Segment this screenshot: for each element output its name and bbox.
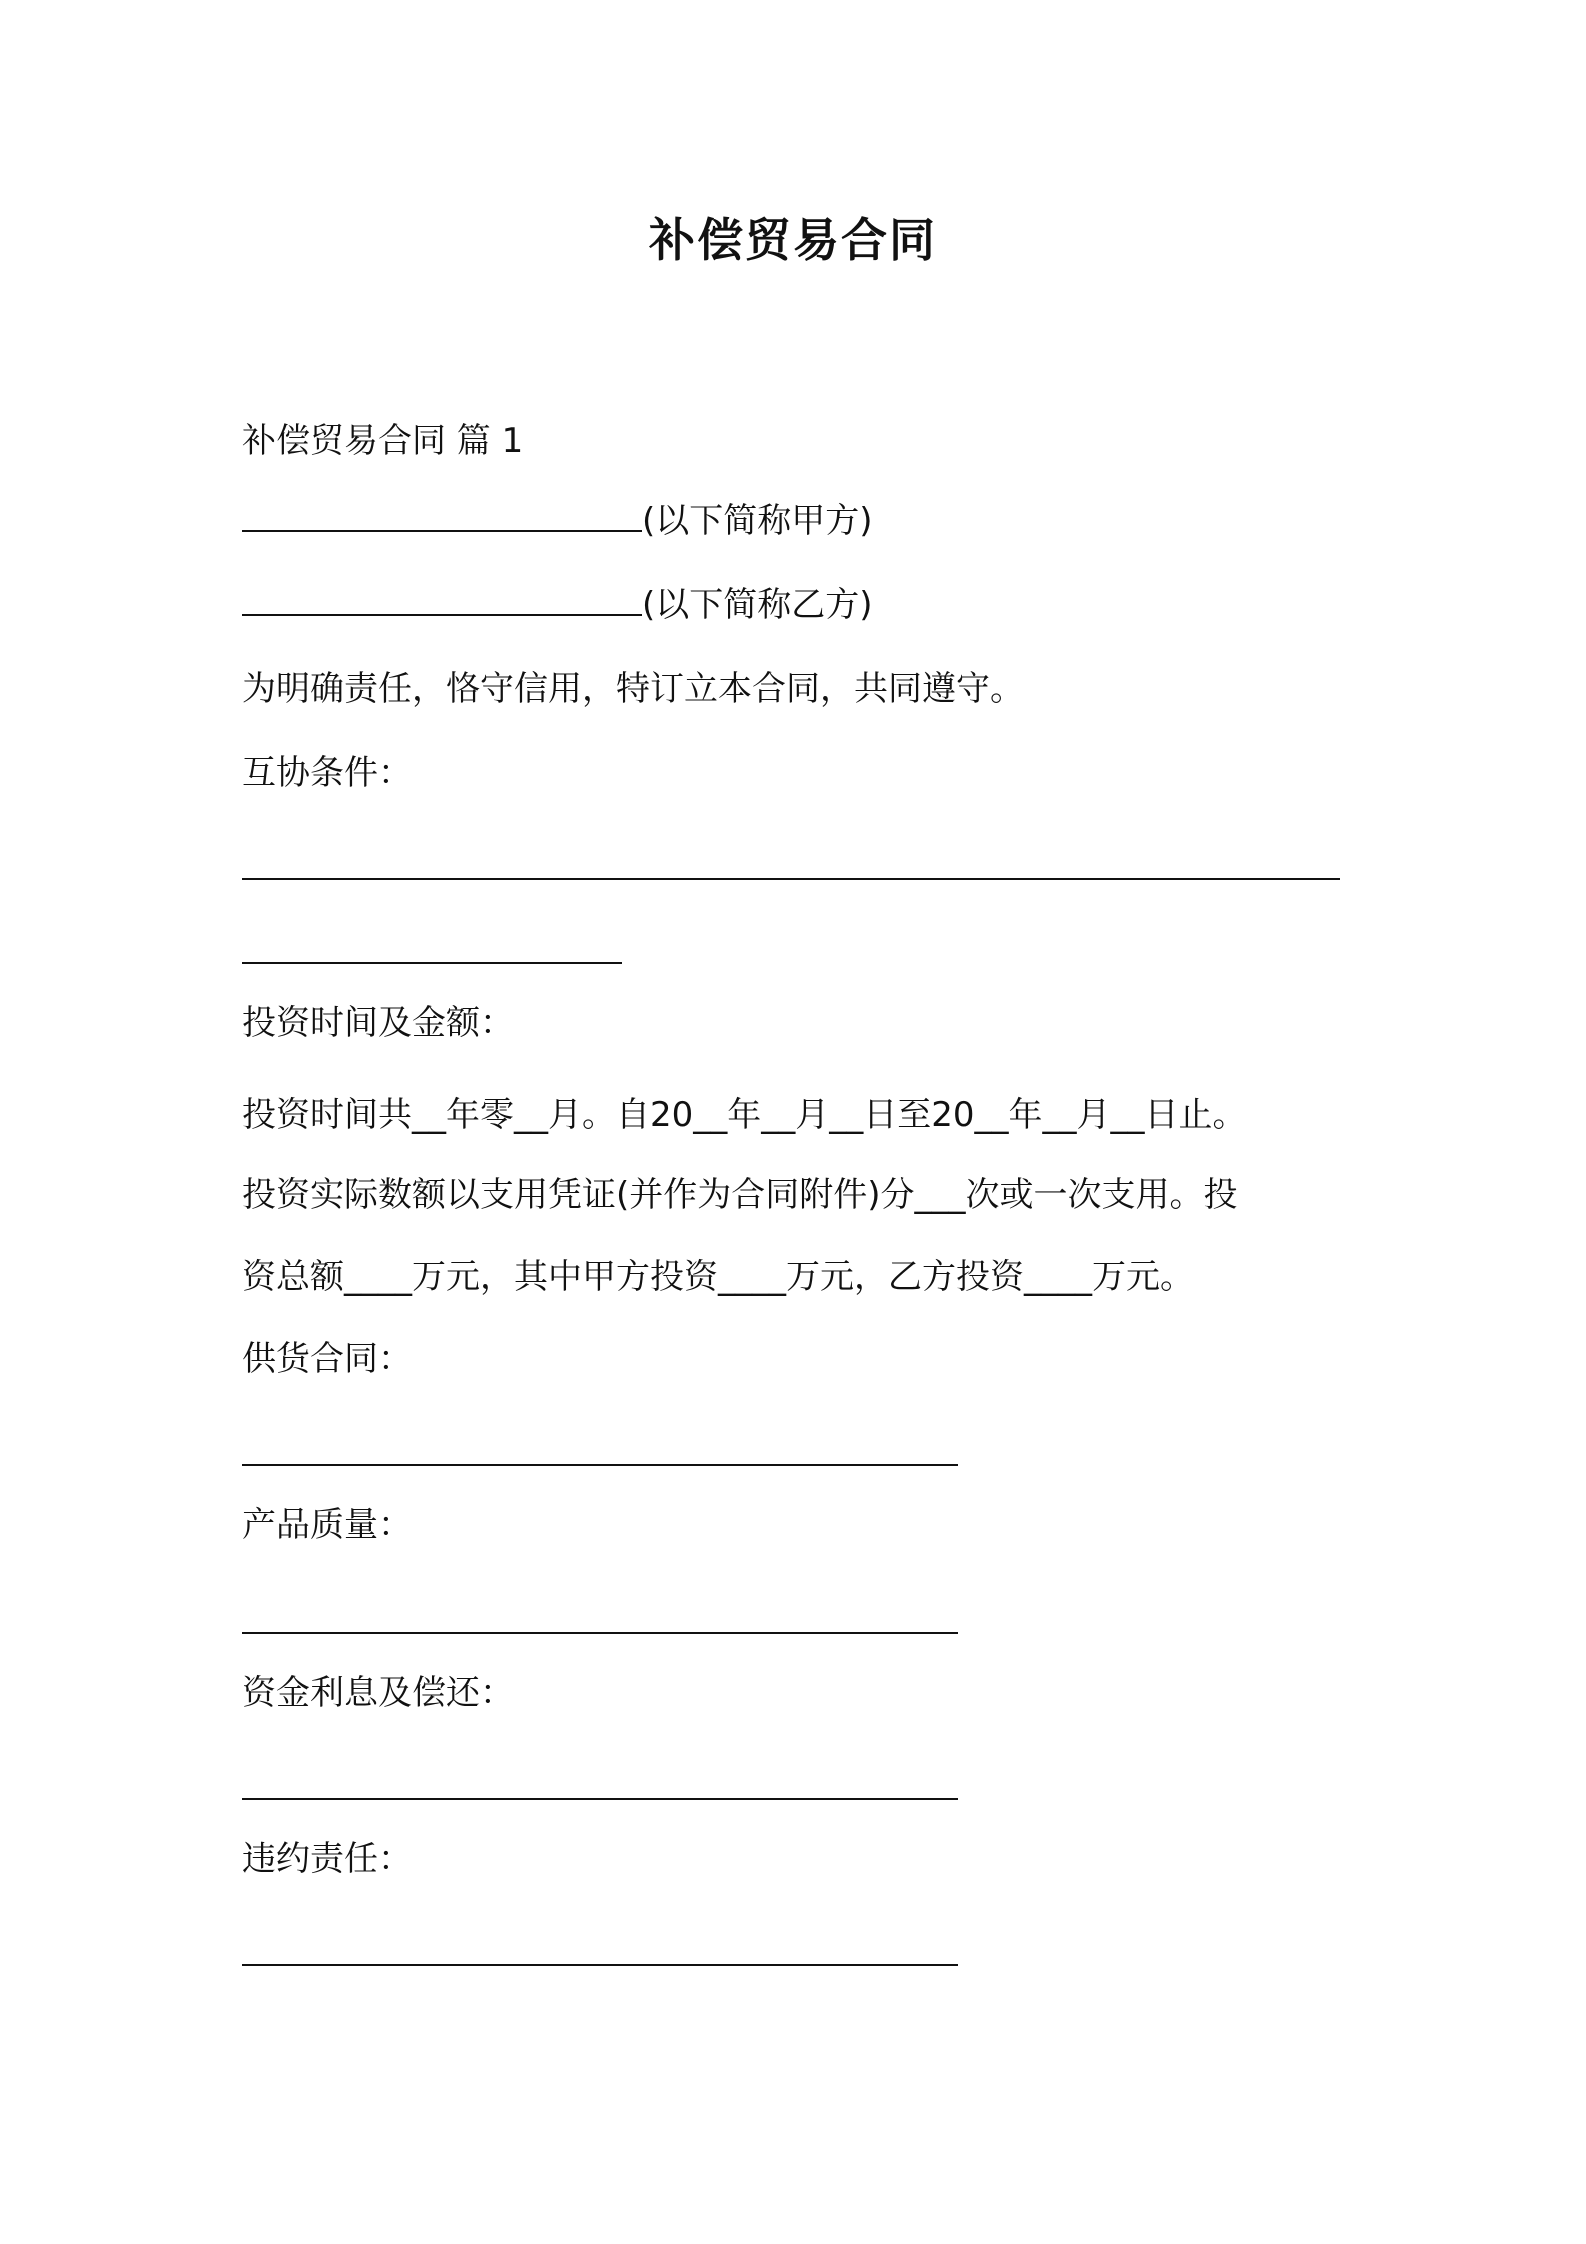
section-heading: 补偿贸易合同 篇 1 bbox=[242, 421, 524, 461]
party-b-blank[interactable] bbox=[242, 584, 642, 616]
quality-label: 产品质量： bbox=[242, 1505, 412, 1545]
preamble-text: 为明确责任，恪守信用，特订立本合同，共同遵守。 bbox=[242, 669, 1024, 709]
investment-time-line: 投资时间共__年零__月。自20__年__月__日至20__年__月__日止。 bbox=[242, 1095, 1247, 1135]
interest-blank-line[interactable] bbox=[242, 1798, 958, 1800]
supply-blank-line[interactable] bbox=[242, 1464, 958, 1466]
supply-label: 供货合同： bbox=[242, 1339, 412, 1379]
liability-label: 违约责任： bbox=[242, 1839, 412, 1879]
party-a-blank[interactable] bbox=[242, 500, 642, 532]
cooperation-blank-line-2[interactable] bbox=[242, 962, 622, 964]
interest-label: 资金利息及偿还： bbox=[242, 1673, 514, 1713]
liability-blank-line[interactable] bbox=[242, 1964, 958, 1966]
quality-blank-line[interactable] bbox=[242, 1632, 958, 1634]
party-a-suffix: (以下简称甲方) bbox=[642, 501, 873, 541]
document-title: 补偿贸易合同 bbox=[649, 213, 937, 267]
investment-amount-line: 投资实际数额以支用凭证(并作为合同附件)分___次或一次支用。投 bbox=[242, 1175, 1238, 1215]
party-b-line bbox=[242, 582, 873, 628]
party-a-line bbox=[242, 498, 873, 544]
investment-total-line: 资总额____万元，其中甲方投资____万元，乙方投资____万元。 bbox=[242, 1257, 1194, 1297]
investment-label: 投资时间及金额： bbox=[242, 1003, 514, 1043]
cooperation-label: 互协条件： bbox=[242, 753, 412, 793]
party-b-suffix: (以下简称乙方) bbox=[642, 585, 873, 625]
cooperation-blank-line-1[interactable] bbox=[242, 878, 1340, 880]
